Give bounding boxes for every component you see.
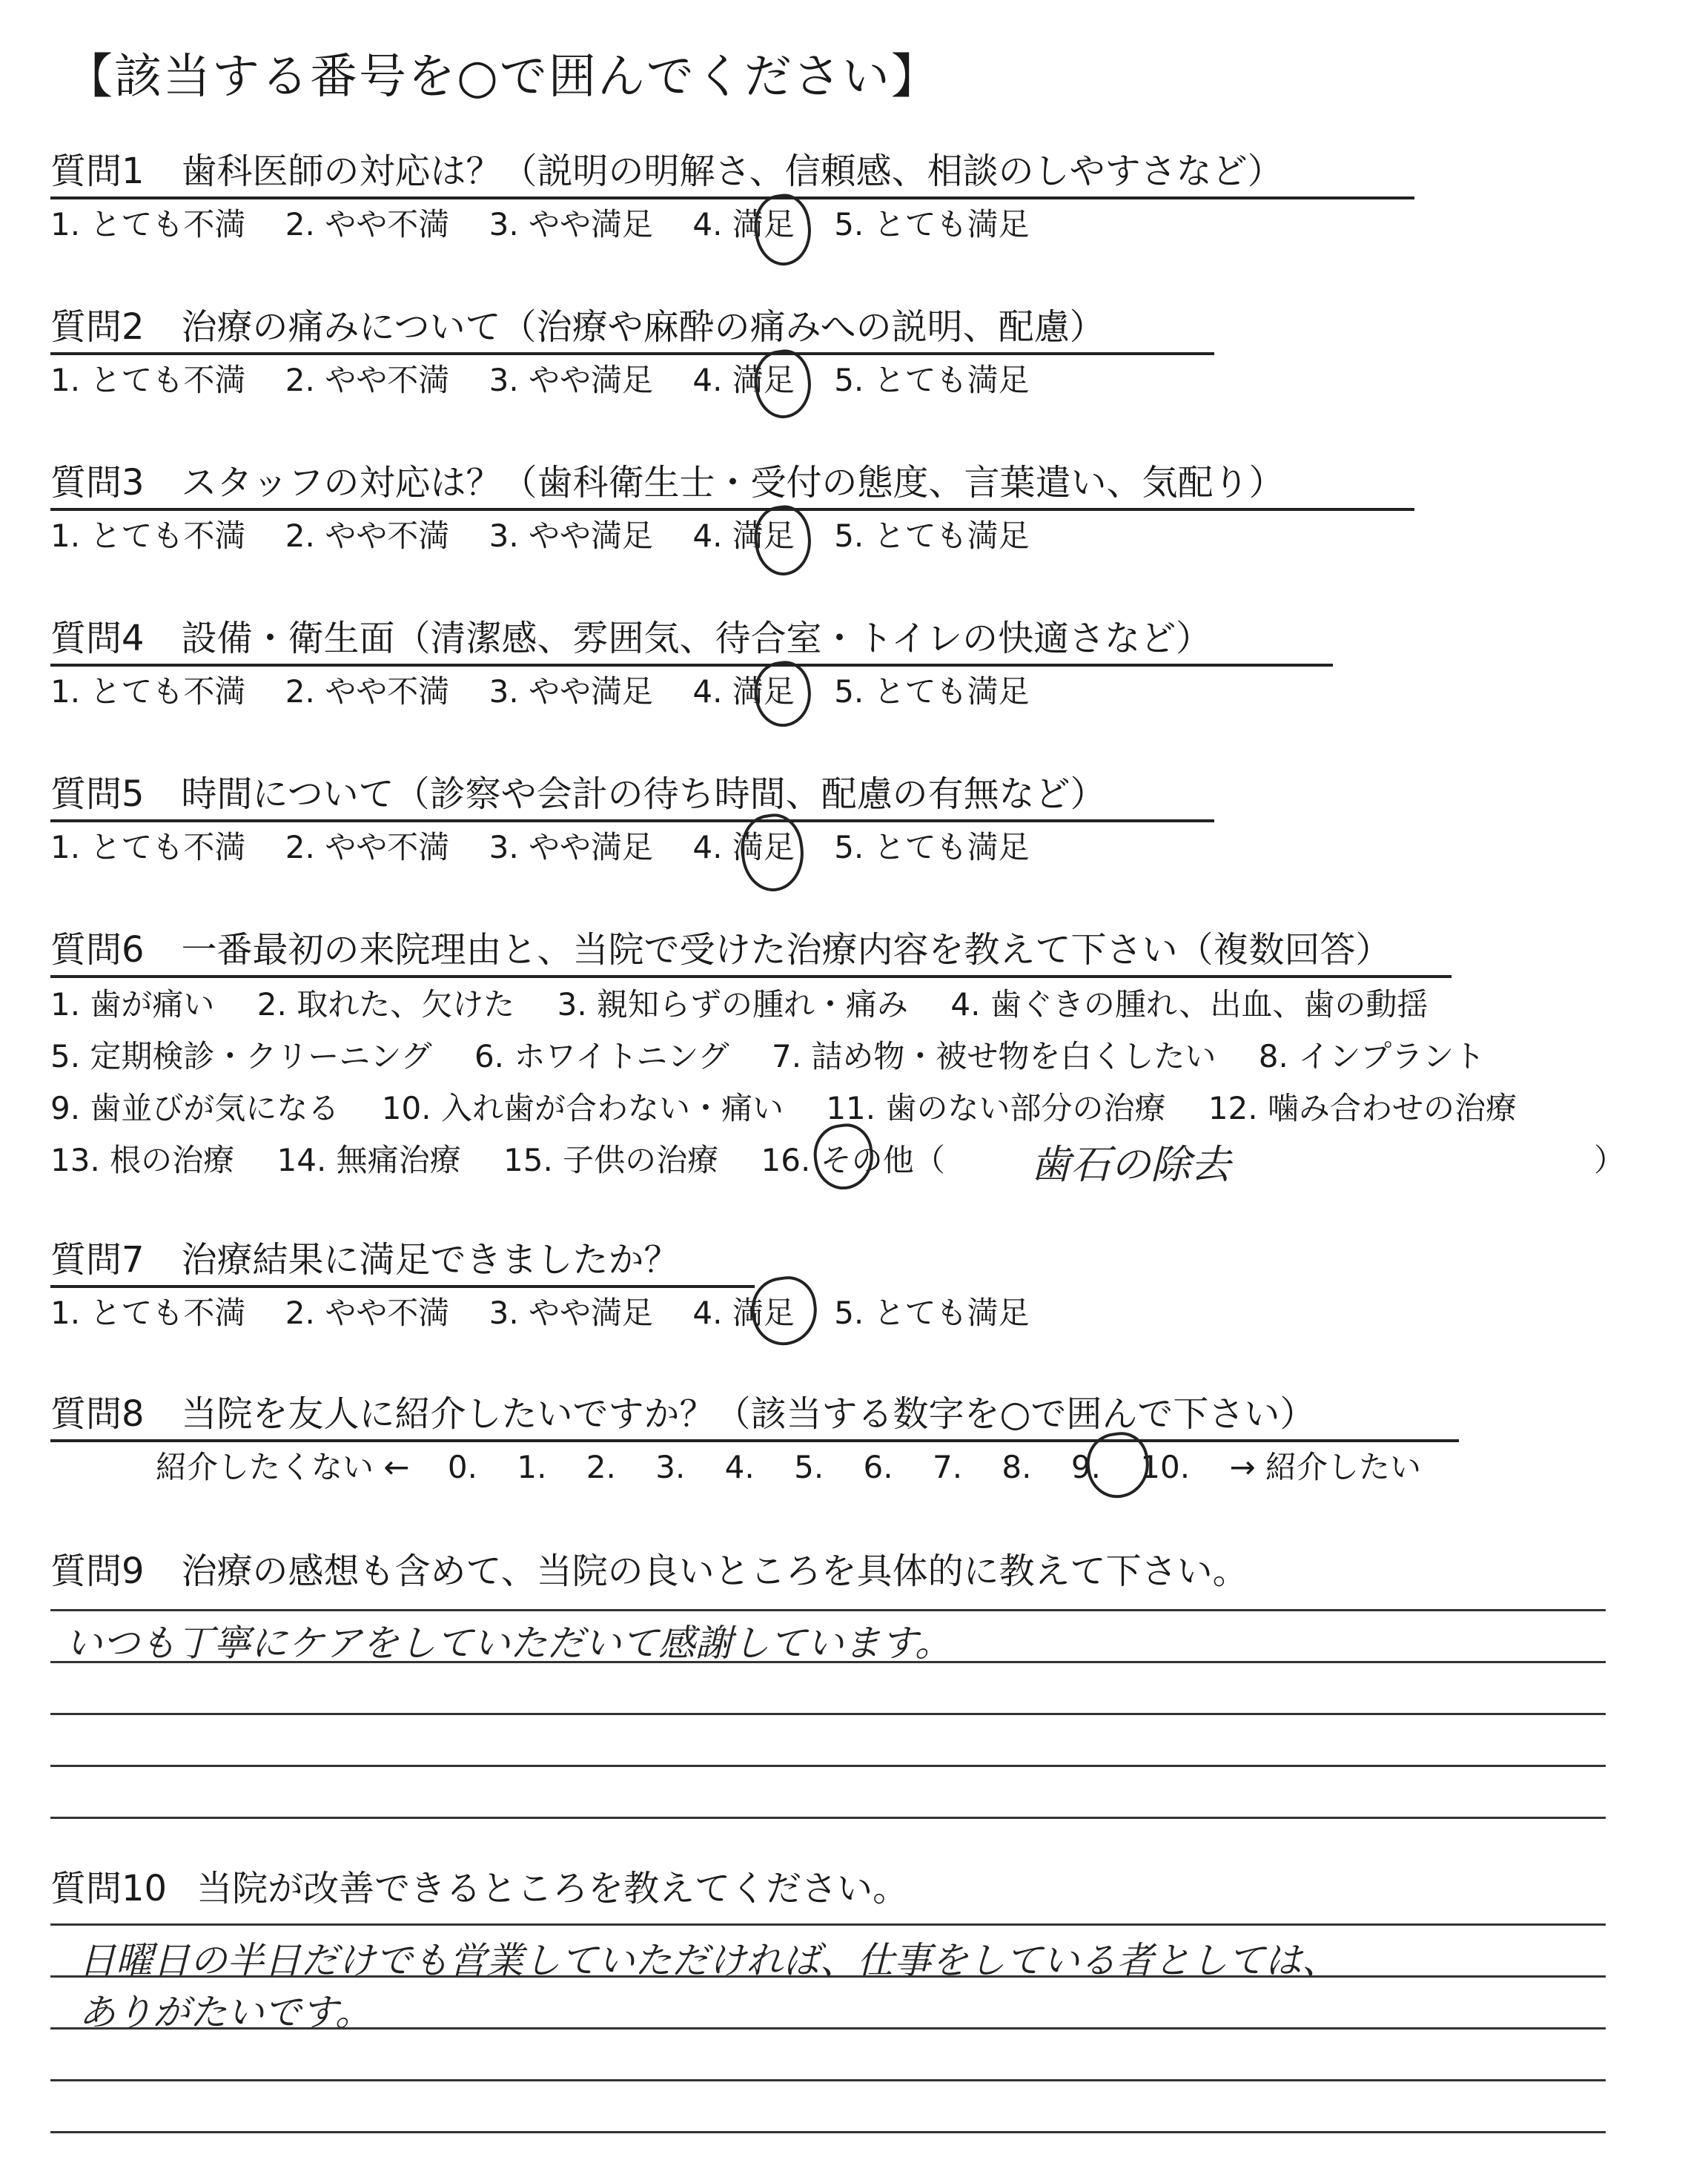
- q5-option-2[interactable]: 2. やや不満: [285, 829, 450, 865]
- q10-answer-text-2: ありがたいです。: [79, 1991, 372, 2034]
- q6-option-4[interactable]: 4. 歯ぐきの腫れ、出血、歯の動揺: [950, 986, 1429, 1023]
- q2-text: 治療の痛みについて（治療や麻酔の痛みへの説明、配慮）: [181, 306, 1105, 348]
- q7-text: 治療結果に満足できましたか？: [181, 1239, 680, 1281]
- q8-scale-0[interactable]: 0.: [447, 1449, 477, 1485]
- q5-text: 時間について（診察や会計の待ち時間、配慮の有無など）: [181, 773, 1106, 815]
- q2-number: 質問2: [50, 306, 145, 348]
- q8-text: 当院を友人に紹介したいですか？（該当する数字を○で囲んで下さい）: [181, 1393, 1316, 1435]
- q1-option-1[interactable]: 1. とても不満: [50, 206, 246, 242]
- q10-title: [50, 1860, 908, 1914]
- q8-left-label: 紹介したくない ←: [156, 1449, 410, 1485]
- q2-option-4[interactable]: 4. 満足: [692, 362, 795, 398]
- q10-answer-line-3: [50, 2027, 1606, 2029]
- q6-number: 質問6: [50, 929, 145, 971]
- q6-title: [50, 921, 1452, 978]
- q4-number: 質問4: [50, 618, 145, 659]
- q9-answer-line-3: [50, 1713, 1606, 1715]
- q5-options: [50, 823, 1030, 868]
- q6-option-9[interactable]: 9. 歯並びが気になる: [50, 1090, 340, 1126]
- q9-answer-line-5: [50, 1817, 1606, 1819]
- q1-options: [50, 200, 1030, 245]
- q1-number: 質問1: [50, 151, 145, 192]
- q7-option-1[interactable]: 1. とても不満: [50, 1295, 246, 1331]
- q10-answer-text-1: 日曜日の半日だけでも営業していただければ、仕事をしている者としては、: [79, 1939, 1339, 1982]
- q6-row-3: [50, 1084, 1517, 1129]
- q8-scale-7[interactable]: 7.: [932, 1449, 963, 1485]
- q7-option-5[interactable]: 5. とても満足: [834, 1295, 1030, 1331]
- q8-scale-3[interactable]: 3.: [655, 1449, 686, 1485]
- q7-option-3[interactable]: 3. やや満足: [489, 1295, 654, 1331]
- q8-title: [50, 1385, 1459, 1442]
- q8-number: 質問8: [50, 1393, 145, 1435]
- q3-option-1[interactable]: 1. とても不満: [50, 518, 246, 554]
- q10-answer-line-2: [50, 1975, 1606, 1978]
- q4-option-3[interactable]: 3. やや満足: [489, 673, 654, 710]
- q10-number: 質問10: [50, 1868, 168, 1909]
- q8-scale-8[interactable]: 8.: [1002, 1449, 1032, 1485]
- q3-option-2[interactable]: 2. やや不満: [285, 518, 450, 554]
- q8-scale-9[interactable]: 9.: [1070, 1449, 1101, 1485]
- q6-row-2: [50, 1032, 1485, 1077]
- q1-title: [50, 142, 1414, 199]
- q10-answer-line-1: [50, 1923, 1606, 1926]
- q4-title: [50, 610, 1333, 667]
- q5-option-3[interactable]: 3. やや満足: [489, 829, 654, 865]
- q4-option-4[interactable]: 4. 満足: [692, 673, 795, 710]
- q4-option-2[interactable]: 2. やや不満: [285, 673, 450, 710]
- q4-option-5[interactable]: 5. とても満足: [834, 673, 1030, 710]
- q6-option-10[interactable]: 10. 入れ歯が合わない・痛い: [381, 1090, 784, 1126]
- q6-row-4: [50, 1136, 945, 1180]
- q10-answer-line-5: [50, 2131, 1606, 2133]
- q3-option-4[interactable]: 4. 満足: [692, 518, 795, 554]
- q9-answer-text: いつも丁寧にケアをしていただいて感謝しています。: [65, 1622, 952, 1665]
- q6-option-12[interactable]: 12. 噛み合わせの治療: [1208, 1090, 1517, 1126]
- q3-title: [50, 454, 1414, 511]
- q8-scale-1[interactable]: 1.: [517, 1449, 547, 1485]
- q10-answer-line-4: [50, 2079, 1606, 2081]
- q1-option-4[interactable]: 4. 満足: [692, 206, 795, 242]
- q2-option-3[interactable]: 3. やや満足: [489, 362, 654, 398]
- q3-options: [50, 512, 1030, 556]
- q1-option-3[interactable]: 3. やや満足: [489, 206, 654, 242]
- q10-text: 当院が改善できるところを教えてください。: [196, 1868, 909, 1909]
- q9-answer-line-1: [50, 1609, 1606, 1611]
- q6-option-11[interactable]: 11. 歯のない部分の治療: [826, 1090, 1166, 1126]
- q1-option-5[interactable]: 5. とても満足: [834, 206, 1030, 242]
- q6-text: 一番最初の来院理由と、当院で受けた治療内容を教えて下さい（複数回答）: [181, 929, 1391, 971]
- q6-row-1: [50, 980, 1428, 1025]
- q2-option-5[interactable]: 5. とても満足: [834, 362, 1030, 398]
- q7-options: [50, 1289, 1030, 1333]
- q8-scale: [156, 1443, 1421, 1487]
- q7-number: 質問7: [50, 1239, 145, 1281]
- q9-answer-line-2: [50, 1661, 1606, 1663]
- q6-other-answer: 歯石の除去: [1030, 1141, 1231, 1188]
- q4-options: [50, 667, 1030, 712]
- q5-option-4[interactable]: 4. 満足: [692, 829, 795, 865]
- q6-option-8[interactable]: 8. インプラント: [1258, 1038, 1486, 1074]
- q6-option-3[interactable]: 3. 親知らずの腫れ・痛み: [557, 986, 909, 1023]
- q6-option-1[interactable]: 1. 歯が痛い: [50, 986, 215, 1023]
- q4-text: 設備・衛生面（清潔感、雰囲気、待合室・トイレの快適さなど）: [181, 618, 1212, 659]
- q8-scale-5[interactable]: 5.: [794, 1449, 824, 1485]
- q9-text: 治療の感想も含めて、当院の良いところを具体的に教えて下さい。: [181, 1550, 1248, 1592]
- q6-option-6[interactable]: 6. ホワイトニング: [474, 1038, 729, 1074]
- q5-option-5[interactable]: 5. とても満足: [834, 829, 1030, 865]
- form-header: 【該当する番号を○で囲んでください】: [65, 50, 940, 105]
- q6-option-2[interactable]: 2. 取れた、欠けた: [256, 986, 515, 1023]
- q3-text: スタッフの対応は？（歯科衛生士・受付の態度、言葉遣い、気配り）: [181, 462, 1285, 503]
- q5-title: [50, 765, 1214, 822]
- q2-option-1[interactable]: 1. とても不満: [50, 362, 246, 398]
- q6-option-15[interactable]: 15. 子供の治療: [503, 1142, 719, 1178]
- q8-scale-6[interactable]: 6.: [863, 1449, 893, 1485]
- q3-option-5[interactable]: 5. とても満足: [834, 518, 1030, 554]
- q1-text: 歯科医師の対応は？（説明の明解さ、信頼感、相談のしやすさなど）: [181, 151, 1283, 192]
- q2-option-2[interactable]: 2. やや不満: [285, 362, 450, 398]
- q4-option-1[interactable]: 1. とても不満: [50, 673, 246, 710]
- q9-title: [50, 1542, 1248, 1596]
- q1-option-2[interactable]: 2. やや不満: [285, 206, 450, 242]
- q5-number: 質問5: [50, 773, 145, 815]
- q2-title: [50, 298, 1214, 355]
- q3-number: 質問3: [50, 462, 145, 503]
- q7-title: [50, 1231, 755, 1288]
- q5-option-1[interactable]: 1. とても不満: [50, 829, 246, 865]
- q3-option-3[interactable]: 3. やや満足: [489, 518, 654, 554]
- q6-option-13[interactable]: 13. 根の治療: [50, 1142, 235, 1178]
- q7-option-2[interactable]: 2. やや不満: [285, 1295, 450, 1331]
- q2-options: [50, 356, 1030, 400]
- q9-number: 質問9: [50, 1550, 145, 1592]
- q7-option-4[interactable]: 4. 満足: [692, 1295, 795, 1331]
- q6-option-16[interactable]: 16. その他（: [761, 1142, 945, 1178]
- q6-option-5[interactable]: 5. 定期検診・クリーニング: [50, 1038, 432, 1074]
- q8-scale-4[interactable]: 4.: [724, 1449, 755, 1485]
- q6-other-close-paren: ）: [1594, 1142, 1626, 1178]
- q6-option-7[interactable]: 7. 詰め物・被せ物を白くしたい: [771, 1038, 1217, 1074]
- q8-right-label: → 紹介したい: [1229, 1449, 1421, 1485]
- q9-answer-line-4: [50, 1765, 1606, 1767]
- q8-scale-2[interactable]: 2.: [586, 1449, 616, 1485]
- q8-scale-10[interactable]: 10.: [1140, 1449, 1191, 1485]
- q6-option-14[interactable]: 14. 無痛治療: [277, 1142, 461, 1178]
